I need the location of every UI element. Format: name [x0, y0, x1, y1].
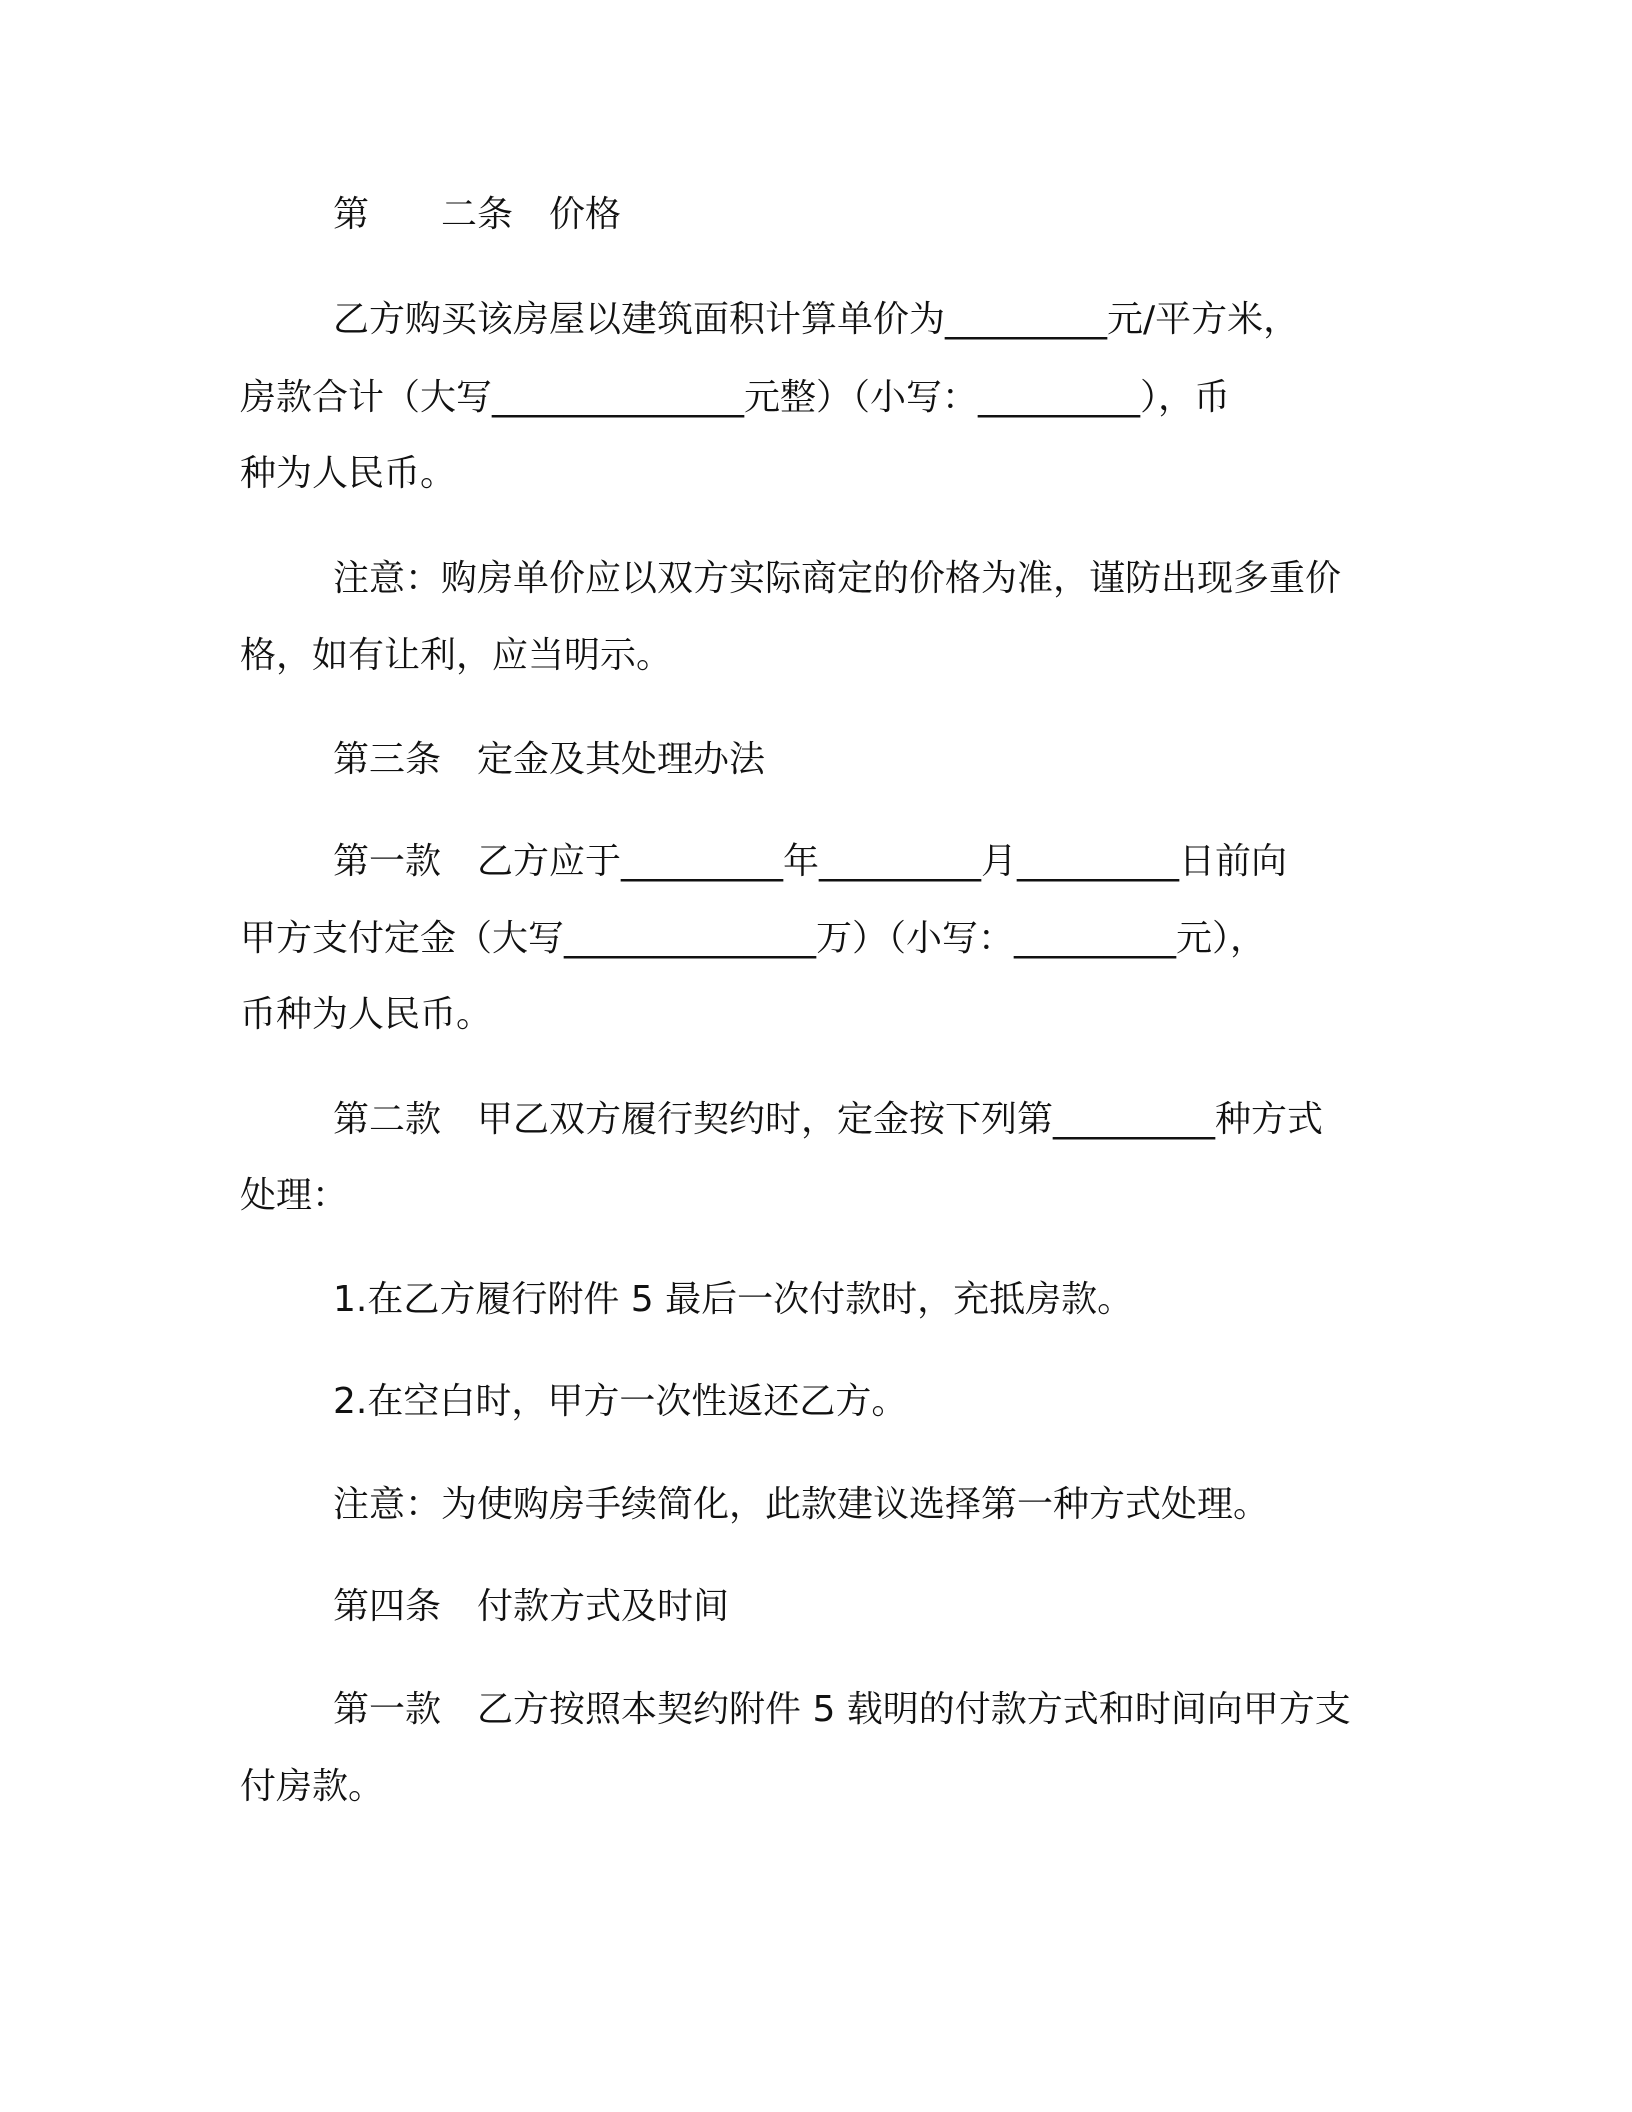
article-4-clause-1-line-1: 第一款 乙方按照本契约附件 5 载明的付款方式和时间向甲方支 — [333, 1689, 1351, 1730]
article-2-price-line-3: 种为人民币。 — [240, 453, 457, 494]
article-2-price-line-2: 房款合计（大写______________元整）（小写：_________），币 — [240, 377, 1231, 418]
article-4-clause-1-line-2: 付房款。 — [240, 1766, 385, 1807]
article-3-clause-2-line-1: 第二款 甲乙双方履行契约时，定金按下列第_________种方式 — [333, 1099, 1324, 1140]
article-3-clause-1-line-1: 第一款 乙方应于_________年_________月_________日前向 — [333, 841, 1288, 882]
article-3-clause-2-line-2: 处理： — [240, 1175, 349, 1216]
article-3-option-2: 2.在空白时，甲方一次性返还乙方。 — [333, 1381, 908, 1422]
article-2-note-line-1: 注意：购房单价应以双方实际商定的价格为准，谨防出现多重价 — [333, 558, 1342, 599]
article-2-heading: 第 二条 价格 — [333, 194, 622, 235]
article-3-heading: 第三条 定金及其处理办法 — [333, 739, 766, 780]
article-3-clause-1-line-2: 甲方支付定金（大写______________万）（小写：_________元）， — [240, 918, 1267, 959]
article-3-note: 注意：为使购房手续简化，此款建议选择第一种方式处理。 — [333, 1484, 1270, 1525]
article-3-option-1: 1.在乙方履行附件 5 最后一次付款时，充抵房款。 — [333, 1279, 1134, 1320]
article-3-clause-1-line-3: 币种为人民币。 — [240, 994, 493, 1035]
article-4-heading: 第四条 付款方式及时间 — [333, 1586, 730, 1627]
article-2-price-line-1: 乙方购买该房屋以建筑面积计算单价为_________元/平方米， — [333, 299, 1300, 340]
article-2-note-line-2: 格，如有让利，应当明示。 — [240, 635, 673, 676]
